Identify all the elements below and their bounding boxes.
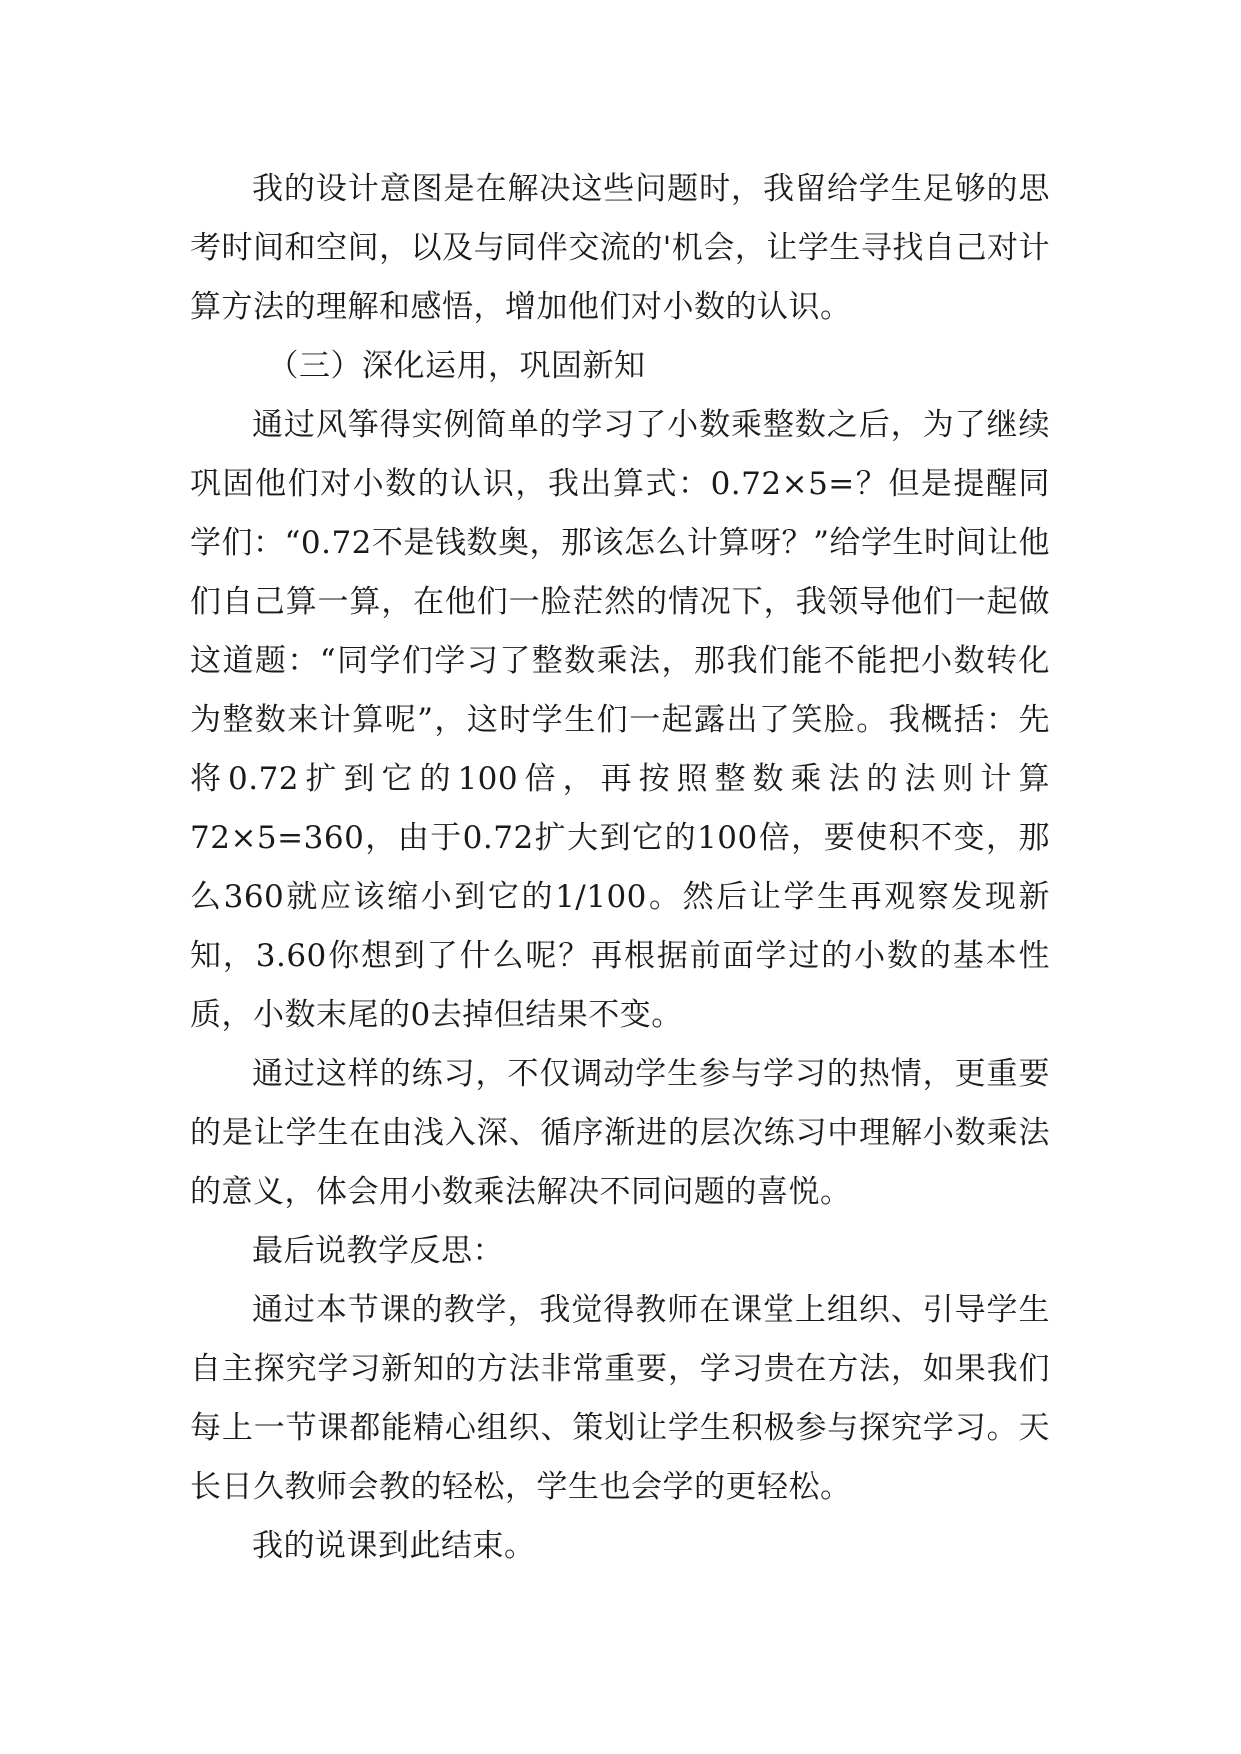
paragraph-reflection-heading: 最后说教学反思： — [252, 1233, 504, 1269]
paragraph-kite-example: 通过风筝得实例简单的学习了小数乘整数之后，为了继续巩固他们对小数的认识，我出算式：0.72×5=？但是提醒同学们：“0.72不是钱数奥，那该怎么计算呀？”给学生时间让他们自己算一算，在他们一脸茫然的情况下，我领导他们一起做这道题：“同学们学习了整数乘法，那我们能不能把小数转化为整数来计算呢”，这时学生们一起露出了笑脸。我概括：先将0.72扩到它的100倍，再按照整数乘法的法则计算72×5=360，由于0.72扩大到它的100倍，要使积不变，那么360就应该缩小到它的1/100。然后让学生再观察发现新知，3.60你想到了什么呢？再根据前面学过的小数的基本性质，小数末尾的0去掉但结果不变。 — [190, 407, 1050, 1033]
paragraph-practice-benefit: 通过这样的练习，不仅调动学生参与学习的热情，更重要的是让学生在由浅入深、循序渐进的层次练习中理解小数乘法的意义，体会用小数乘法解决不同问题的喜悦。 — [190, 1056, 1050, 1210]
paragraph-closing: 我的说课到此结束。 — [252, 1528, 536, 1564]
paragraph-reflection: 通过本节课的教学，我觉得教师在课堂上组织、引导学生自主探究学习新知的方法非常重要，学习贵在方法，如果我们每上一节课都能精心组织、策划让学生积极参与探究学习。天长日久教师会教的轻松，学生也会学的更轻松。 — [190, 1292, 1050, 1505]
section-heading-deepen-application: （三）深化运用，巩固新知 — [267, 348, 646, 384]
document-page — [190, 160, 1050, 1576]
paragraph-design-intent: 我的设计意图是在解决这些问题时，我留给学生足够的思考时间和空间，以及与同伴交流的'机会，让学生寻找自己对计算方法的理解和感悟，增加他们对小数的认识。 — [190, 171, 1050, 325]
